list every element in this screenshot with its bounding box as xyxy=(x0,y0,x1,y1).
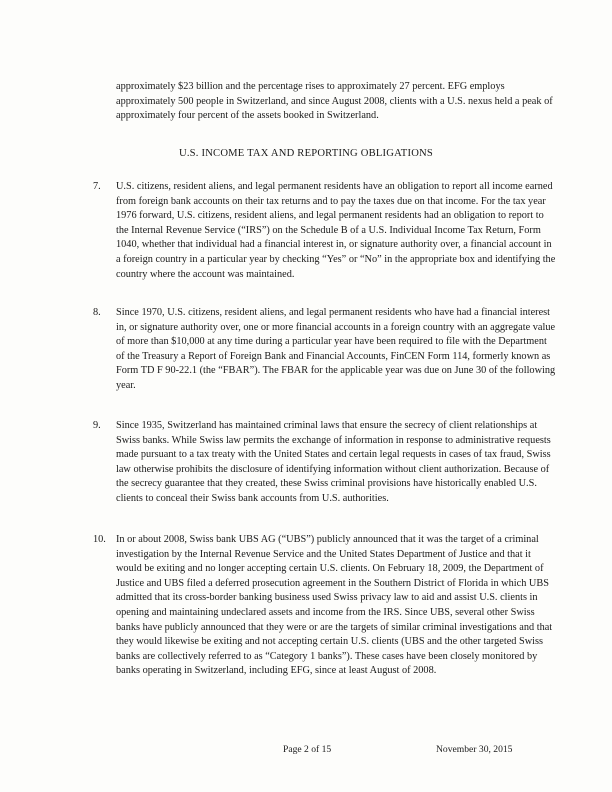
paragraph-number: 8. xyxy=(93,307,101,318)
paragraph-text: In or about 2008, Swiss bank UBS AG (“UBS”) publicly announced that it was the target of a criminal investigation by the Internal Revenue Service and the United States Department of Justice and that it would be exiting and no longer accepting certain U.S. clients. On February 18, 2009, the Department of Justice and UBS filed a deferred prosecution agreement in the Southern District of Florida in which UBS admitted that its cross-border banking business used Swiss privacy law to aid and assist U.S. clients in opening and maintaining undeclared assets and income from the IRS. Since UBS, several other Swiss banks have publicly announced that they were or are the targets of similar criminal investigations and that they would likewise be exiting and not accepting certain U.S. clients (UBS and the other targeted Swiss banks are collectively referred to as “Category 1 banks”). These cases have been closely monitored by banks operating in Switzerland, including EFG, since at least August of 2008. xyxy=(116,534,553,677)
section-heading: U.S. INCOME TAX AND REPORTING OBLIGATIONS xyxy=(178,148,433,159)
intro-paragraph: approximately $23 billion and the percentage rises to approximately 27 percent. EFG employs approximately 500 people in Switzerland, and since August 2008, clients with a U.S. nexus held a peak of approximately four percent of the assets booked in Switzerland. xyxy=(116,81,553,122)
paragraph-text: Since 1935, Switzerland has maintained criminal laws that ensure the secrecy of client relationships at Swiss banks. While Swiss law permits the exchange of information in response to administrative requests made pursuant to a tax treaty with the United States and certain legal requests in cases of tax fraud, Swiss law otherwise prohibits the disclosure of identifying information without client authorization. Because of the secrecy guarantee that they created, these Swiss criminal provisions have historically enabled U.S. clients to conceal their Swiss bank accounts from U.S. authorities. xyxy=(116,420,551,504)
paragraph-number: 7. xyxy=(93,181,101,192)
numbered-paragraph xyxy=(93,306,558,394)
document-date: November 30, 2015 xyxy=(436,744,513,755)
paragraph-number: 9. xyxy=(93,420,101,431)
numbered-paragraph xyxy=(93,180,558,282)
numbered-paragraph xyxy=(93,419,558,507)
paragraph-number: 10. xyxy=(93,534,106,545)
paragraph-text: Since 1970, U.S. citizens, resident aliens, and legal permanent residents who have had a financial interest in, or signature authority over, one or more financial accounts in a foreign country with an aggregate value of more than $10,000 at any time during a particular year have been required to file with the Department of the Treasury a Report of Foreign Bank and Financial Accounts, FinCEN Form 114, formerly known as Form TD F 90-22.1 (the “FBAR”). The FBAR for the applicable year was due on June 30 of the following year. xyxy=(116,307,556,391)
paragraph-text: U.S. citizens, resident aliens, and legal permanent residents have an obligation to report all income earned from foreign bank accounts on their tax returns and to pay the taxes due on that income. For the tax year 1976 forward, U.S. citizens, resident aliens, and legal permanent residents had an obligation to report to the Internal Revenue Service (“IRS”) on the Schedule B of a U.S. Individual Income Tax Return, Form 1040, whether that individual had a financial interest in, or signature authority over, a financial account in a foreign country in a particular year by checking “Yes” or “No” in the appropriate box and identifying the country where the account was maintained. xyxy=(116,181,556,280)
numbered-paragraph xyxy=(93,533,558,679)
page-number: Page 2 of 15 xyxy=(283,744,332,755)
